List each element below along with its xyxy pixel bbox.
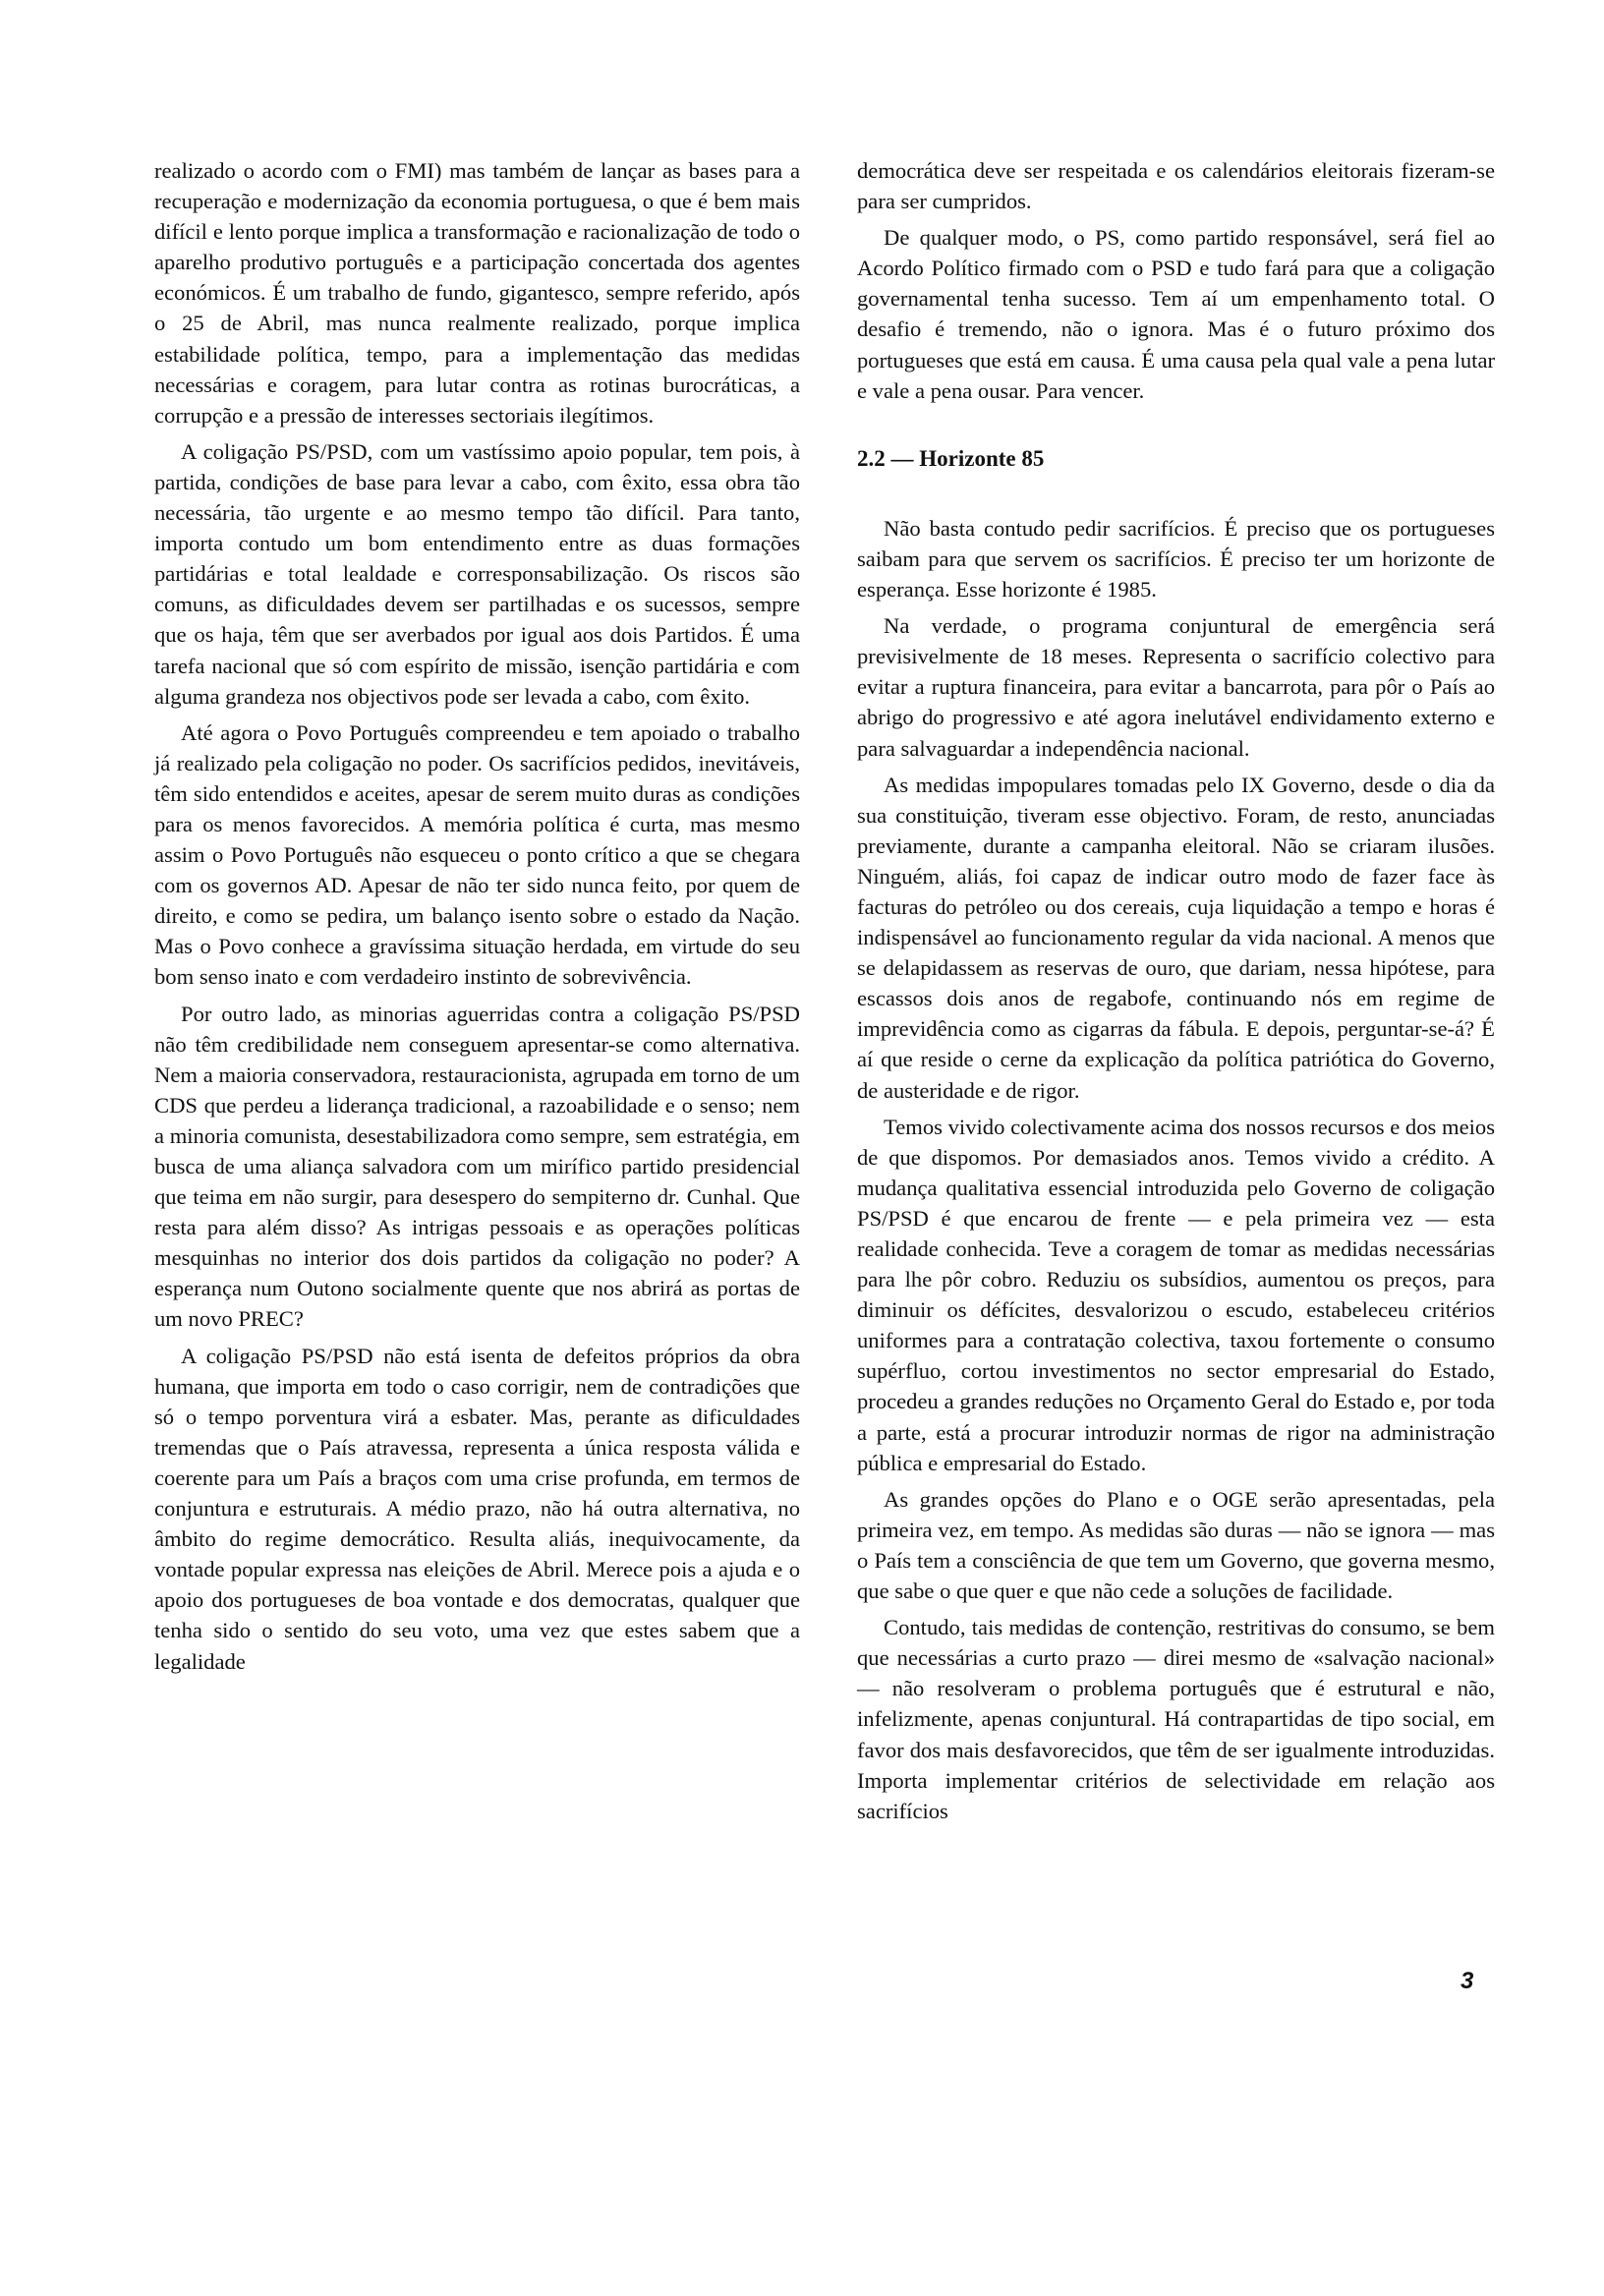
paragraph: Até agora o Povo Português compreendeu e tem apoiado o trabalho já realizado pela coligação no poder. Os sacrifícios pedidos, inevitáveis, têm sido entendidos e aceites, apesar de serem muito duras as condições para os menos favorecidos. A memória política é curta, mas mesmo assim o Povo Português não esqueceu o ponto crítico a que se chegara com os governos AD. Apesar de não ter sido nunca feito, por quem de direito, e como se pedira, um balanço isento sobre o estado da Nação. Mas o Povo conhece a gravíssima situação herdada, em virtude do seu bom senso inato e com verdadeiro instinto de sobrevivência. [154,719,800,990]
page-number: 3 [1461,1968,1474,1994]
right-column [857,155,1495,1832]
paragraph: De qualquer modo, o PS, como partido responsável, será fiel ao Acordo Político firmado com o PSD e tudo fará para que a coligação governamental tenha sucesso. Tem aí um empenhamento total. O desafio é tremendo, não o ignora. Mas é o futuro próximo dos portugueses que está em causa. É uma causa pela qual vale a pena lutar e vale a pena ousar. Para vencer. [857,225,1495,403]
paragraph: realizado o acordo com o FMI) mas também de lançar as bases para a recuperação e modernização da economia portuguesa, o que é bem mais difícil e lento porque implica a transformação e racionalização de todo o aparelho produtivo português e a participação concertada dos agentes económicos. É um trabalho de fundo, gigantesco, sempre referido, após o 25 de Abril, mas nunca realmente realizado, porque implica estabilidade política, tempo, para a implementação das medidas necessárias e coragem, para lutar contra as rotinas burocráticas, a corrupção e a pressão de interesses sectoriais ilegítimos. [154,158,800,428]
left-column [154,155,800,1683]
paragraph: As medidas impopulares tomadas pelo IX Governo, desde o dia da sua constituição, tiveram esse objectivo. Foram, de resto, anunciadas previamente, durante a campanha eleitoral. Não se criaram ilusões. Ninguém, aliás, foi capaz de indicar outro modo de fazer face às facturas do petróleo ou dos cereais, cuja liquidação a tempo e horas é indispensável ao funcionamento regular da vida nacional. A menos que se delapidassem as reservas de ouro, que dariam, nessa hipótese, para escassos dois anos de regabofe, continuando nós em regime de imprevidência como as cigarras da fábula. E depois, perguntar-se-á? É aí que reside o cerne da explicação da política patriótica do Governo, de austeridade e de rigor. [857,772,1495,1103]
paragraph: Na verdade, o programa conjuntural de emergência será previsivelmente de 18 meses. Representa o sacrifício colectivo para evitar a ruptura financeira, para evitar a bancarrota, para pôr o País ao abrigo do progressivo e até agora inelutável endividamento externo e para salvaguardar a independência nacional. [857,613,1495,761]
paragraph: A coligação PS/PSD não está isenta de defeitos próprios da obra humana, que importa em todo o caso corrigir, nem de contradições que só o tempo porventura virá a esbater. Mas, perante as dificuldades tremendas que o País atravessa, representa a única resposta válida e coerente para um País a braços com uma crise profunda, em termos de conjuntura e estruturais. A médio prazo, não há outra alternativa, no âmbito do regime democrático. Resulta aliás, inequivocamente, da vontade popular expressa nas eleições de Abril. Merece pois a ajuda e o apoio dos portugueses de boa vontade e dos democratas, qualquer que tenha sido o sentido do seu voto, uma vez que estes sabem que a legalidade [154,1343,800,1674]
paragraph: Contudo, tais medidas de contenção, restritivas do consumo, se bem que necessárias a curto prazo — direi mesmo de «salvação nacional» — não resolveram o problema português que é estrutural e não, infelizmente, apenas conjuntural. Há contrapartidas de tipo social, em favor dos mais desfavorecidos, que têm de ser igualmente introduzidas. Importa implementar critérios de selectividade em relação aos sacrifícios [857,1615,1495,1823]
paragraph: democrática deve ser respeitada e os calendários eleitorais fizeram-se para ser cumpridos. [857,158,1495,214]
paragraph: Temos vivido colectivamente acima dos nossos recursos e dos meios de que dispomos. Por demasiados anos. Temos vivido a crédito. A mudança qualitativa essencial introduzida pelo Governo de coligação PS/PSD é que encarou de frente — e pela primeira vez — esta realidade conhecida. Teve a coragem de tomar as medidas necessárias para lhe pôr cobro. Reduziu os subsídios, aumentou os preços, para diminuir os défícites, desvalorizou o escudo, estabeleceu critérios uniformes para a contratação colectiva, taxou fortemente o consumo supérfluo, cortou investimentos no sector empresarial do Estado, procedeu a grandes reduções no Orçamento Geral do Estado e, por toda a parte, está a procurar introduzir normas de rigor na administração pública e empresarial do Estado. [857,1114,1495,1475]
section-heading: 2.2 — Horizonte 85 [857,445,1045,471]
paragraph: As grandes opções do Plano e o OGE serão apresentadas, pela primeira vez, em tempo. As medidas são duras — não se ignora — mas o País tem a consciência de que tem um Governo, que governa mesmo, que sabe o que quer e que não cede a soluções de facilidade. [857,1486,1495,1604]
paragraph: A coligação PS/PSD, com um vastíssimo apoio popular, tem pois, à partida, condições de base para levar a cabo, com êxito, essa obra tão necessária, tão urgente e ao mesmo tempo tão difícil. Para tanto, importa contudo um bom entendimento entre as duas formações partidárias e total lealdade e corresponsabilização. Os riscos são comuns, as dificuldades devem ser partilhadas e os sucessos, sempre que os haja, têm que ser averbados por igual aos dois Partidos. É uma tarefa nacional que só com espírito de missão, isenção partidária e com alguma grandeza nos objectivos pode ser levada a cabo, com êxito. [154,438,800,709]
paragraph: Por outro lado, as minorias aguerridas contra a coligação PS/PSD não têm credibilidade nem conseguem apresentar-se como alternativa. Nem a maioria conservadora, restauracionista, agrupada em torno de um CDS que perdeu a liderança tradicional, a razoabilidade e o senso; nem a minoria comunista, desestabilizadora como sempre, sem estratégia, em busca de uma aliança salvadora com um mirífico partido presidencial que teima em não surgir, para desespero do sempiterno dr. Cunhal. Que resta para além disso? As intrigas pessoais e as operações políticas mesquinhas no interior dos dois partidos da coligação no poder? A esperança num Outono socialmente quente que nos abrirá as portas de um novo PREC? [154,1001,800,1332]
paragraph: Não basta contudo pedir sacrifícios. É preciso que os portugueses saibam para que servem os sacrifícios. É preciso ter um horizonte de esperança. Esse horizonte é 1985. [857,515,1495,603]
